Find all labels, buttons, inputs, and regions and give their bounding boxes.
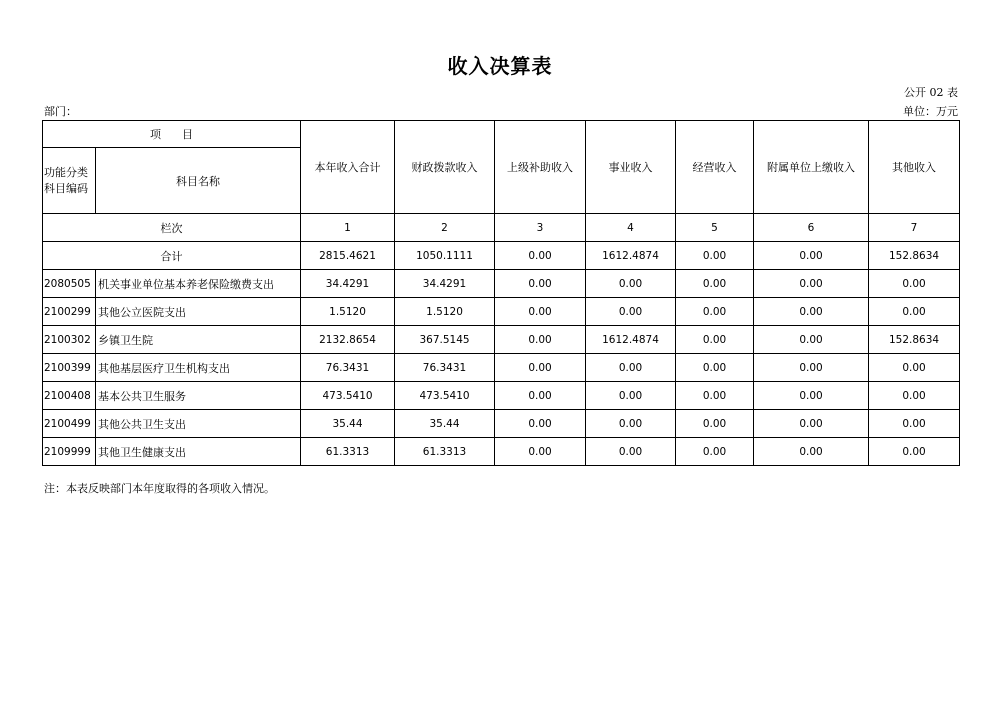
- row-value: 473.5410: [395, 382, 495, 410]
- total-value: 0.00: [676, 242, 754, 270]
- row-name: 基本公共卫生服务: [96, 382, 301, 410]
- column-number: 6: [754, 214, 869, 242]
- row-value: 76.3431: [301, 354, 395, 382]
- column-number: 4: [586, 214, 676, 242]
- footnote: 注：本表反映部门本年度取得的各项收入情况。: [44, 482, 275, 495]
- row-value: 0.00: [754, 410, 869, 438]
- row-value: 0.00: [676, 326, 754, 354]
- row-value: 1612.4874: [586, 326, 676, 354]
- row-code: 2100302: [43, 326, 96, 354]
- row-name: 其他基层医疗卫生机构支出: [96, 354, 301, 382]
- row-code: 2109999: [43, 438, 96, 466]
- header-col-2: 财政拨款收入: [395, 121, 495, 214]
- header-subject-name: 科目名称: [96, 148, 301, 214]
- row-name: 机关事业单位基本养老保险缴费支出: [96, 270, 301, 298]
- total-row: [43, 242, 960, 270]
- income-table: [42, 120, 960, 466]
- row-value: 0.00: [586, 298, 676, 326]
- row-name: 乡镇卫生院: [96, 326, 301, 354]
- row-value: 0.00: [869, 410, 960, 438]
- row-value: 0.00: [869, 270, 960, 298]
- row-value: 0.00: [495, 270, 586, 298]
- header-col-7: 其他收入: [869, 121, 960, 214]
- row-value: 0.00: [754, 298, 869, 326]
- table-row: [43, 298, 960, 326]
- row-value: 0.00: [586, 382, 676, 410]
- row-value: 0.00: [495, 298, 586, 326]
- row-value: 34.4291: [301, 270, 395, 298]
- row-value: 0.00: [676, 438, 754, 466]
- row-code: 2100499: [43, 410, 96, 438]
- column-number: 1: [301, 214, 395, 242]
- row-value: 0.00: [754, 326, 869, 354]
- header-row-1: [43, 121, 960, 148]
- row-code: 2100408: [43, 382, 96, 410]
- row-value: 0.00: [676, 354, 754, 382]
- column-number-row: [43, 214, 960, 242]
- row-value: 0.00: [676, 410, 754, 438]
- row-value: 0.00: [495, 410, 586, 438]
- total-value: 1612.4874: [586, 242, 676, 270]
- row-value: 0.00: [754, 354, 869, 382]
- row-name: 其他卫生健康支出: [96, 438, 301, 466]
- row-code: 2080505: [43, 270, 96, 298]
- department-label: 部门：: [44, 105, 77, 118]
- column-number: 7: [869, 214, 960, 242]
- row-value: 2132.8654: [301, 326, 395, 354]
- row-value: 61.3313: [301, 438, 395, 466]
- row-value: 473.5410: [301, 382, 395, 410]
- row-value: 34.4291: [395, 270, 495, 298]
- total-value: 1050.1111: [395, 242, 495, 270]
- row-value: 1.5120: [395, 298, 495, 326]
- table-row: [43, 438, 960, 466]
- unit-label: 单位：万元: [903, 105, 958, 118]
- row-value: 0.00: [754, 270, 869, 298]
- header-col-4: 事业收入: [586, 121, 676, 214]
- table-row: [43, 326, 960, 354]
- row-value: 0.00: [676, 382, 754, 410]
- row-name: 其他公立医院支出: [96, 298, 301, 326]
- total-value: 152.8634: [869, 242, 960, 270]
- row-code: 2100299: [43, 298, 96, 326]
- form-number: 公开 02 表: [904, 86, 958, 99]
- column-number: 3: [495, 214, 586, 242]
- column-number: 5: [676, 214, 754, 242]
- page-title: 收入决算表: [447, 54, 553, 78]
- table-row: [43, 382, 960, 410]
- row-value: 76.3431: [395, 354, 495, 382]
- row-value: 1.5120: [301, 298, 395, 326]
- total-value: 2815.4621: [301, 242, 395, 270]
- row-value: 0.00: [869, 438, 960, 466]
- row-value: 0.00: [676, 270, 754, 298]
- row-value: 0.00: [586, 354, 676, 382]
- row-value: 0.00: [586, 410, 676, 438]
- header-col-1: 本年收入合计: [301, 121, 395, 214]
- row-value: 0.00: [586, 438, 676, 466]
- column-row-label: 栏次: [43, 214, 301, 242]
- table-row: [43, 354, 960, 382]
- row-value: 0.00: [495, 438, 586, 466]
- header-item: 项 目: [43, 121, 301, 148]
- header-col-5: 经营收入: [676, 121, 754, 214]
- row-value: 0.00: [869, 354, 960, 382]
- row-value: 367.5145: [395, 326, 495, 354]
- header-func-code: 功能分类科目编码: [43, 148, 96, 214]
- row-value: 0.00: [676, 298, 754, 326]
- row-value: 35.44: [301, 410, 395, 438]
- total-value: 0.00: [754, 242, 869, 270]
- row-value: 35.44: [395, 410, 495, 438]
- total-label: 合计: [43, 242, 301, 270]
- row-value: 0.00: [869, 298, 960, 326]
- row-value: 0.00: [754, 438, 869, 466]
- row-value: 0.00: [495, 326, 586, 354]
- row-name: 其他公共卫生支出: [96, 410, 301, 438]
- column-number: 2: [395, 214, 495, 242]
- total-value: 0.00: [495, 242, 586, 270]
- row-value: 61.3313: [395, 438, 495, 466]
- header-col-6: 附属单位上缴收入: [754, 121, 869, 214]
- row-value: 152.8634: [869, 326, 960, 354]
- table-row: [43, 410, 960, 438]
- row-value: 0.00: [869, 382, 960, 410]
- table-row: [43, 270, 960, 298]
- row-value: 0.00: [586, 270, 676, 298]
- row-value: 0.00: [495, 354, 586, 382]
- row-code: 2100399: [43, 354, 96, 382]
- header-col-3: 上级补助收入: [495, 121, 586, 214]
- row-value: 0.00: [754, 382, 869, 410]
- row-value: 0.00: [495, 382, 586, 410]
